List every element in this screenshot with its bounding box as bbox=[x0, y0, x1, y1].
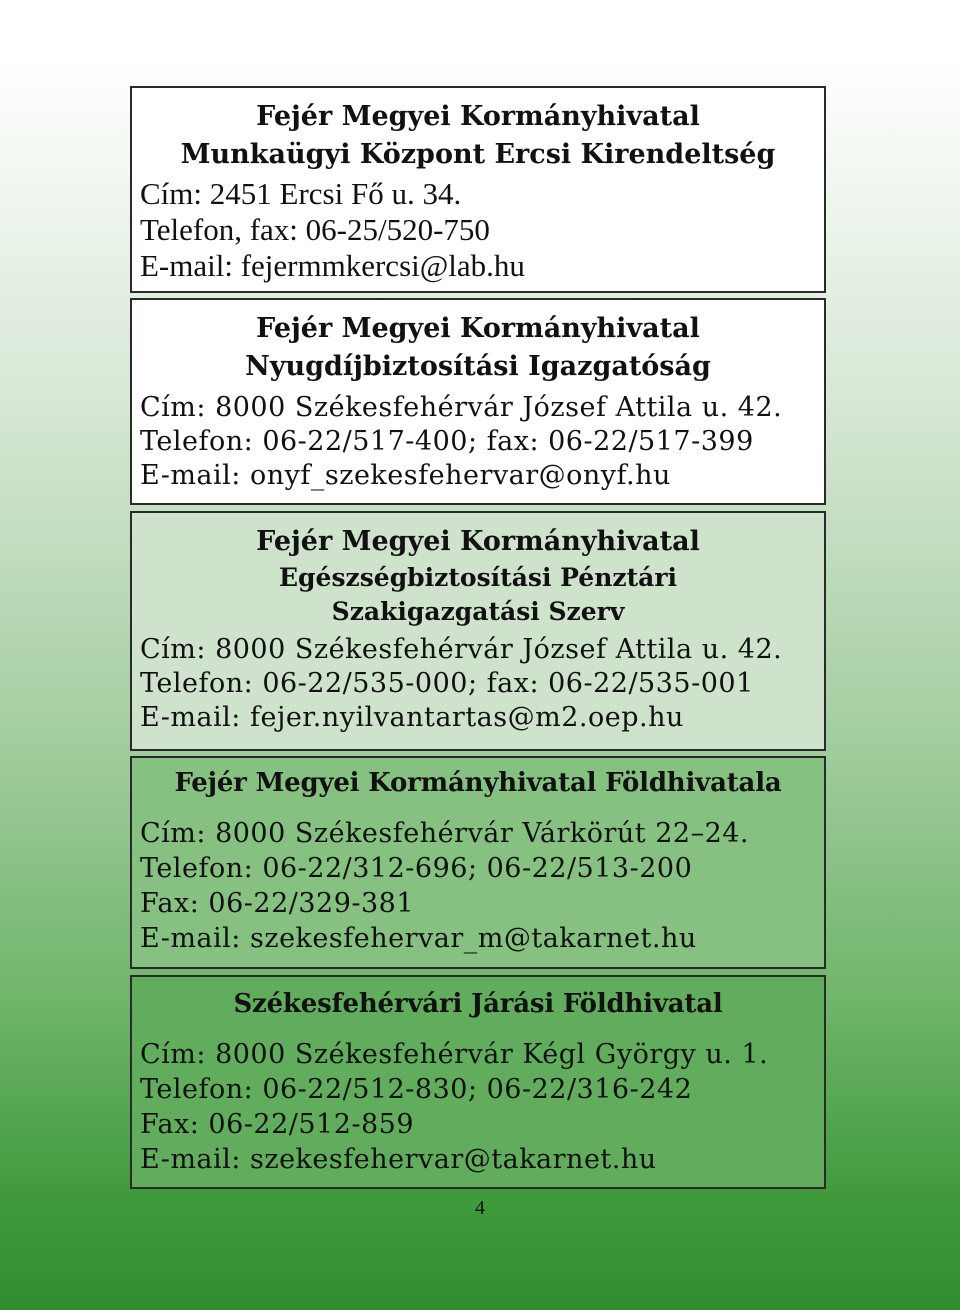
address-line: Cím: 8000 Székesfehérvár József Attila u. 42. bbox=[140, 634, 783, 665]
address-line: Cím: 8000 Székesfehérvár Várkörút 22–24. bbox=[140, 818, 750, 849]
phone-line: Telefon: 06-22/535-000; fax: 06-22/535-001 bbox=[140, 668, 754, 699]
email-line: E-mail: szekesfehervar_m@takarnet.hu bbox=[140, 923, 697, 954]
card-title-line: Nyugdíjbiztosítási Igazgatóság bbox=[245, 351, 711, 382]
address-line: Cím: 8000 Székesfehérvár Kégl György u. 1. bbox=[140, 1039, 769, 1070]
office-card-munkaugyi bbox=[130, 86, 826, 293]
office-card-foldhivatal-megyei bbox=[130, 756, 826, 969]
phone-line: Telefon, fax: 06-25/520-750 bbox=[140, 212, 490, 247]
email-line: E-mail: szekesfehervar@takarnet.hu bbox=[140, 1144, 657, 1175]
phone-line: Telefon: 06-22/517-400; fax: 06-22/517-399 bbox=[140, 426, 754, 457]
card-title-line: Egészségbiztosítási Pénztári bbox=[279, 563, 677, 592]
address-line: Cím: 2451 Ercsi Fő u. 34. bbox=[140, 176, 462, 211]
address-line: Cím: 8000 Székesfehérvár József Attila u. 42. bbox=[140, 392, 783, 423]
card-title-line: Fejér Megyei Kormányhivatal Földhivatala bbox=[174, 768, 782, 798]
card-title-line: Munkaügyi Központ Ercsi Kirendeltség bbox=[180, 139, 776, 170]
phone-line: Telefon: 06-22/312-696; 06-22/513-200 bbox=[140, 853, 693, 884]
email-line: E-mail: fejermmkercsi@lab.hu bbox=[140, 248, 525, 283]
email-line: E-mail: onyf_szekesfehervar@onyf.hu bbox=[140, 460, 671, 491]
fax-line: Fax: 06-22/512-859 bbox=[140, 1109, 415, 1140]
office-card-nyugdij bbox=[130, 298, 826, 505]
office-card-egeszseg bbox=[130, 511, 826, 751]
card-title-line: Fejér Megyei Kormányhivatal bbox=[256, 526, 700, 557]
card-title-line: Székesfehérvári Járási Földhivatal bbox=[233, 989, 723, 1019]
office-card-foldhivatal-jarasi bbox=[130, 975, 826, 1189]
card-title-line: Szakigazgatási Szerv bbox=[331, 597, 625, 626]
fax-line: Fax: 06-22/329-381 bbox=[140, 888, 415, 919]
email-line: E-mail: fejer.nyilvantartas@m2.oep.hu bbox=[140, 702, 684, 733]
card-title-line: Fejér Megyei Kormányhivatal bbox=[256, 101, 700, 132]
phone-line: Telefon: 06-22/512-830; 06-22/316-242 bbox=[140, 1074, 693, 1105]
card-title-line: Fejér Megyei Kormányhivatal bbox=[256, 313, 700, 344]
page-number: 4 bbox=[475, 1197, 485, 1219]
